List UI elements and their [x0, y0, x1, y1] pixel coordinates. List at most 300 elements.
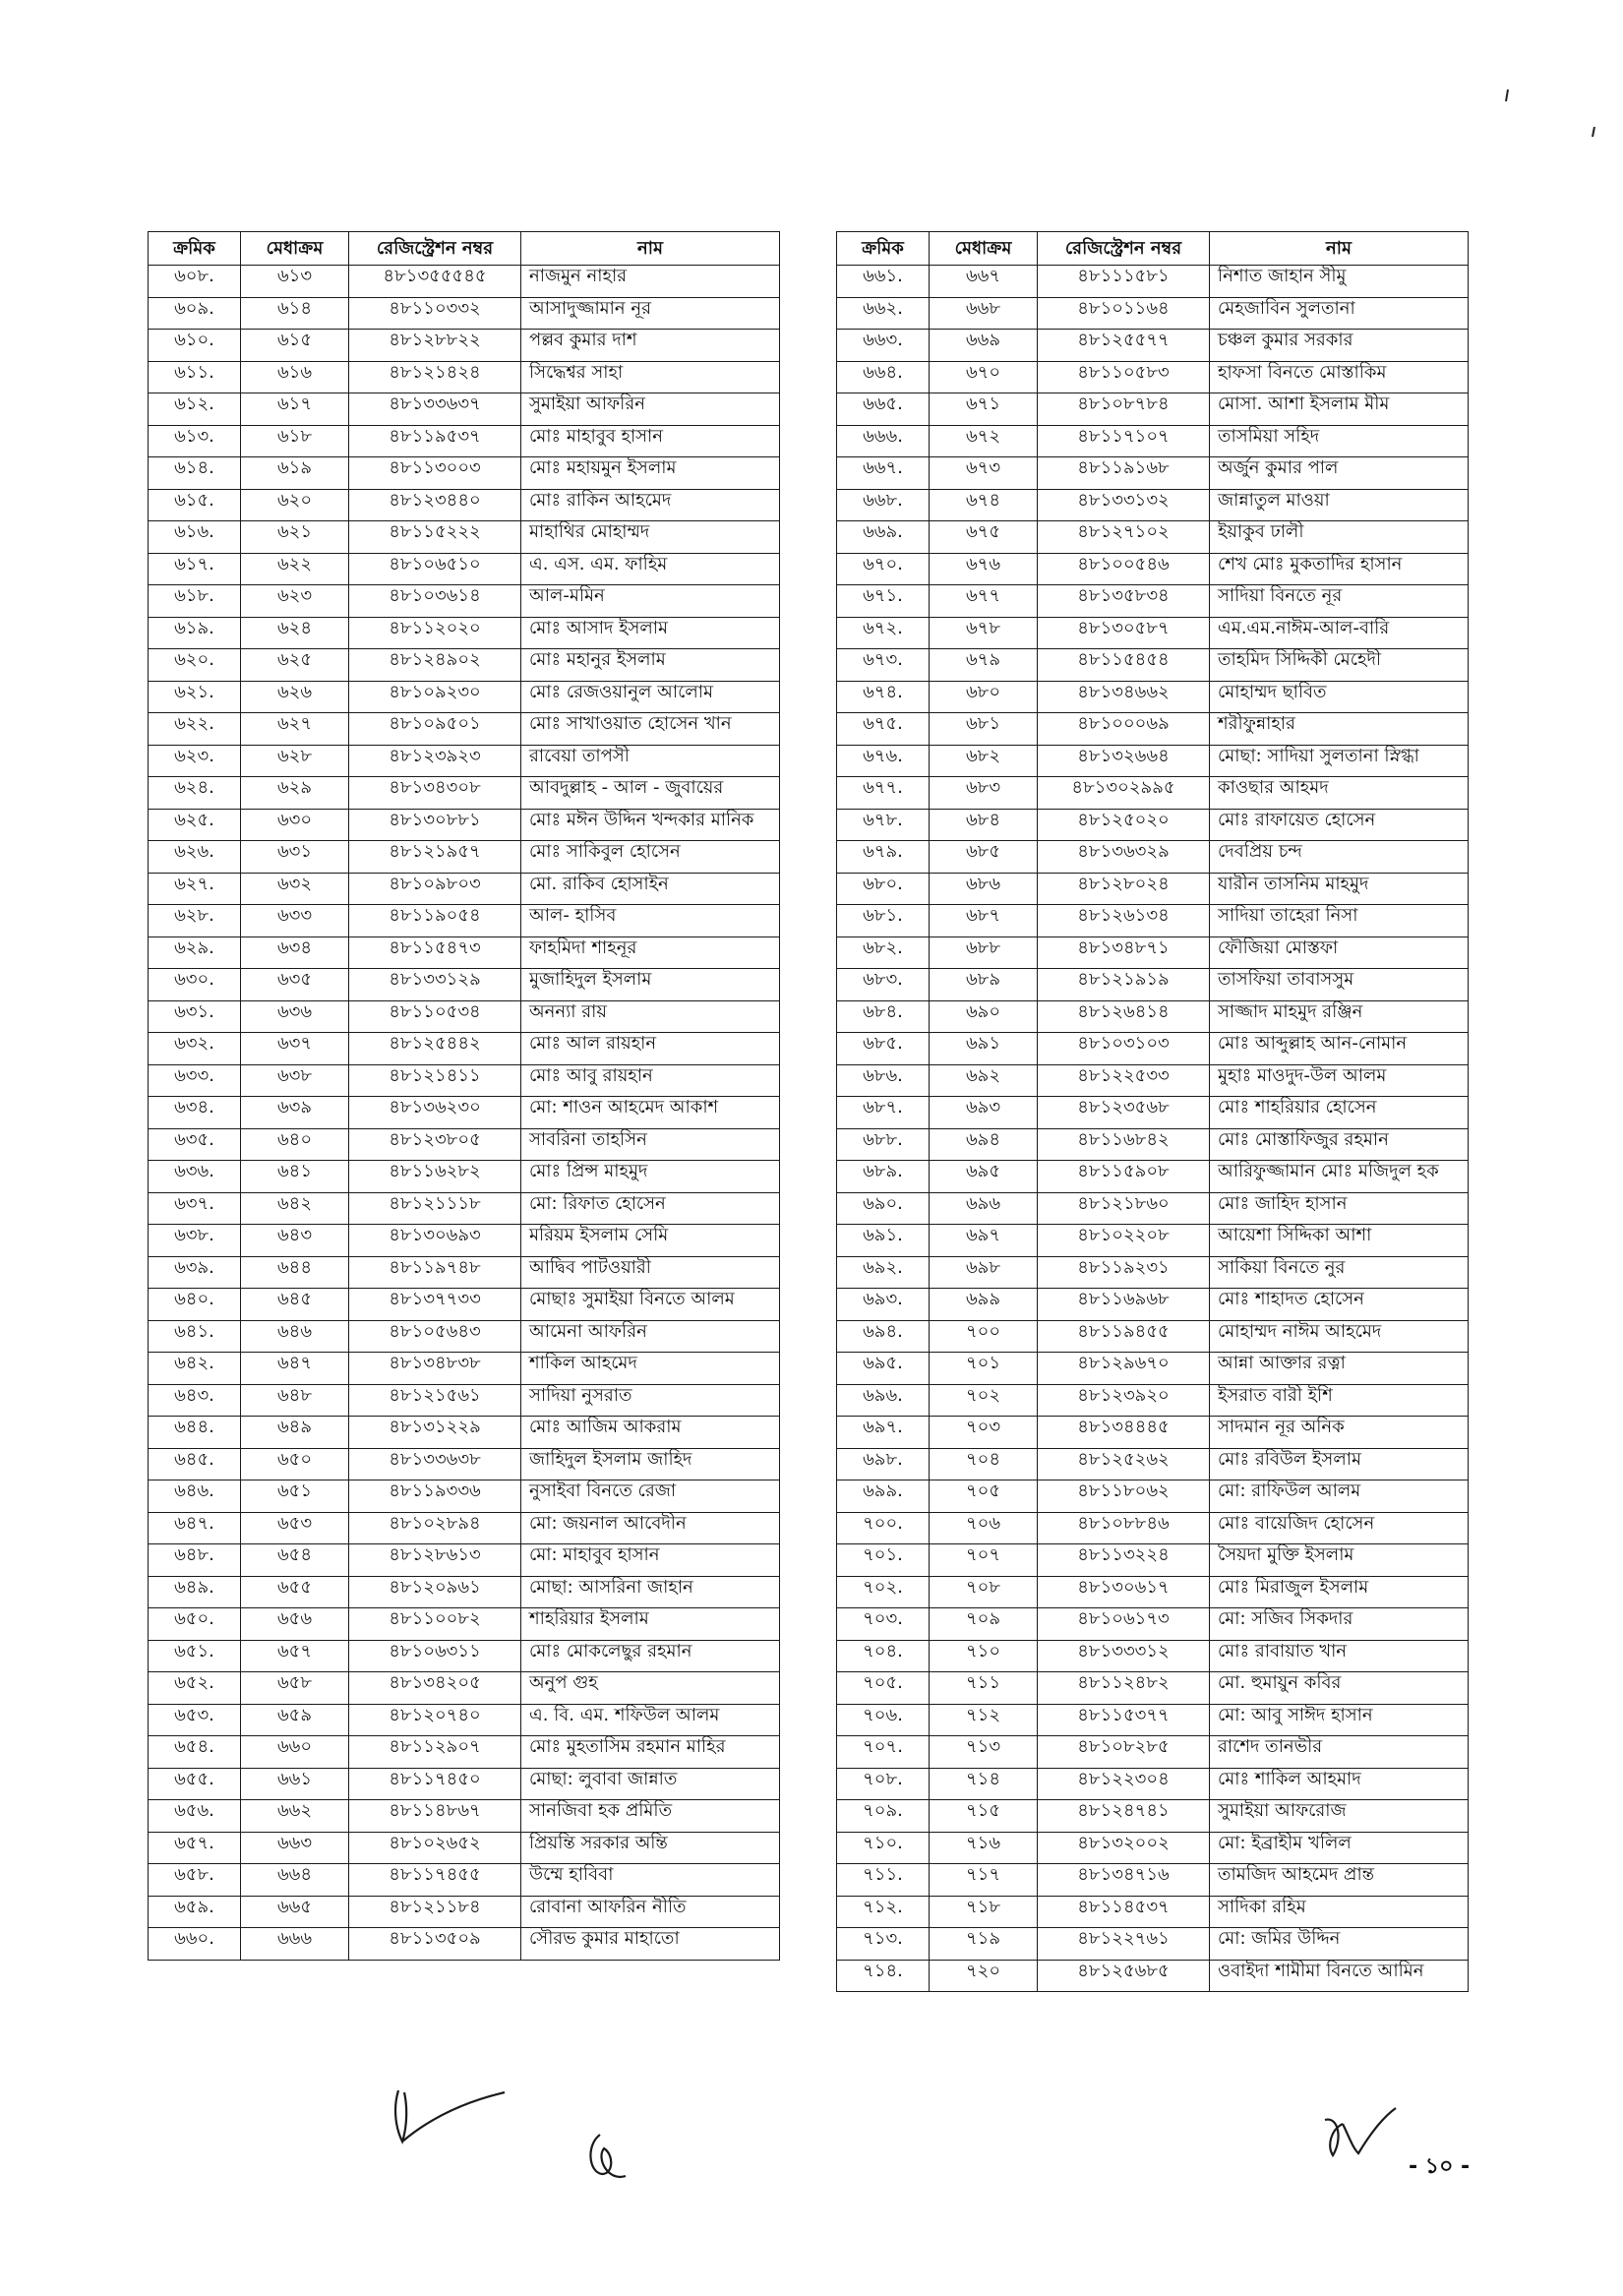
table-row: [837, 1896, 1469, 1928]
serial-cell: ৬৯২.: [837, 1256, 930, 1289]
registration-cell: ৪৮১১০৫৮৩: [1038, 361, 1210, 393]
merit-cell: ৬৬৯: [930, 330, 1038, 362]
serial-cell: ৬৭৭.: [837, 777, 930, 810]
table-row: [837, 1832, 1469, 1864]
name-cell: মোছা: লুবাবা জান্নাত: [521, 1768, 780, 1800]
table-row: [837, 393, 1469, 426]
registration-cell: ৪৮১৩৫৮৩৪: [1038, 585, 1210, 618]
registration-cell: ৪৮১৩৪৭১৬: [1038, 1864, 1210, 1897]
merit-cell: ৭১৩: [930, 1736, 1038, 1769]
merit-cell: ৬৩৪: [241, 937, 349, 969]
name-cell: রাশেদ তানভীর: [1210, 1736, 1469, 1769]
serial-cell: ৬৫০.: [149, 1608, 241, 1641]
merit-cell: ৭১৬: [930, 1832, 1038, 1864]
table-row: [837, 969, 1469, 1001]
table-row: [837, 489, 1469, 521]
table-row: [837, 1640, 1469, 1672]
merit-cell: ৬৭৫: [930, 521, 1038, 554]
registration-cell: ৪৮১১৯৫৩৭: [349, 425, 521, 457]
merit-cell: ৬৭৯: [930, 649, 1038, 682]
name-cell: মো. হুমায়ুন কবির: [1210, 1672, 1469, 1705]
registration-cell: ৪৮১১৩৫০৯: [349, 1928, 521, 1961]
merit-cell: ৬৩৬: [241, 1000, 349, 1033]
table-row: [149, 489, 780, 521]
serial-cell: ৬২৫.: [149, 809, 241, 841]
merit-cell: ৬৭৮: [930, 617, 1038, 649]
table-row: [837, 1097, 1469, 1129]
serial-cell: ৬২৪.: [149, 777, 241, 810]
registration-cell: ৪৮১২৩৫৬৮: [1038, 1097, 1210, 1129]
merit-cell: ৬৯১: [930, 1033, 1038, 1065]
registration-cell: ৪৮১২২৫৩৩: [1038, 1064, 1210, 1097]
name-cell: মেহজাবিন সুলতানা: [1210, 297, 1469, 330]
registration-cell: ৪৮১৩৬২৩০: [349, 1097, 521, 1129]
registration-cell: ৪৮১৩০৫৮৭: [1038, 617, 1210, 649]
table-body: [149, 266, 780, 1961]
serial-cell: ৬৬৯.: [837, 521, 930, 554]
serial-cell: ৬৩০.: [149, 969, 241, 1001]
name-cell: মরিয়ম ইসলাম সেমি: [521, 1225, 780, 1257]
serial-cell: ৬৭৯.: [837, 841, 930, 874]
merit-cell: ৬২৯: [241, 777, 349, 810]
serial-cell: ৬৪৭.: [149, 1512, 241, 1544]
table-row: [149, 1289, 780, 1321]
name-cell: অর্জুন কুমার পাল: [1210, 457, 1469, 490]
name-cell: ইসরাত বারী ইশি: [1210, 1384, 1469, 1417]
name-cell: নিশাত জাহান সীমু: [1210, 266, 1469, 298]
header-row: [149, 232, 780, 266]
name-cell: মো: আবু সাঈদ হাসান: [1210, 1704, 1469, 1736]
name-cell: অনন্যা রায়: [521, 1000, 780, 1033]
serial-cell: ৭০৯.: [837, 1800, 930, 1833]
name-cell: মাহাথির মোহাম্মদ: [521, 521, 780, 554]
serial-cell: ৬৭১.: [837, 585, 930, 618]
table-row: [149, 1544, 780, 1577]
name-cell: মোঃ শাহরিয়ার হোসেন: [1210, 1097, 1469, 1129]
merit-cell: ৬৭০: [930, 361, 1038, 393]
serial-cell: ৬২০.: [149, 649, 241, 682]
merit-cell: ৬৮২: [930, 745, 1038, 777]
table-row: [149, 841, 780, 874]
serial-cell: ৬১৯.: [149, 617, 241, 649]
registration-cell: ৪৮১২১৫৬১: [349, 1384, 521, 1417]
registration-cell: ৪৮১০২৮৯৪: [349, 1512, 521, 1544]
name-cell: অনুপ গুহ: [521, 1672, 780, 1705]
registration-cell: ৪৮১০২২০৮: [1038, 1225, 1210, 1257]
name-cell: মোঃ বায়েজিদ হোসেন: [1210, 1512, 1469, 1544]
registration-cell: ৪৮১০৫৬৪৩: [349, 1320, 521, 1353]
table-row: [837, 1320, 1469, 1353]
name-cell: আয়েশা সিদ্দিকা আশা: [1210, 1225, 1469, 1257]
registration-cell: ৪৮১১২৪৮২: [1038, 1672, 1210, 1705]
table-row: [837, 1480, 1469, 1513]
table-row: [149, 457, 780, 490]
merit-cell: ৬৯৩: [930, 1097, 1038, 1129]
table-row: [149, 1417, 780, 1449]
table-row: [149, 1928, 780, 1961]
table-row: [837, 1960, 1469, 1992]
registration-cell: ৪৮১২৬৪১৪: [1038, 1000, 1210, 1033]
name-cell: মোঃ আব্দুল্লাহ আন-নোমান: [1210, 1033, 1469, 1065]
registration-cell: ৪৮১১৯৩৩৬: [349, 1480, 521, 1513]
registration-cell: ৪৮১৩২০০২: [1038, 1832, 1210, 1864]
registration-cell: ৪৮১০৮২৮৫: [1038, 1736, 1210, 1769]
name-cell: মোসা. আশা ইসলাম মীম: [1210, 393, 1469, 426]
merit-cell: ৬১৬: [241, 361, 349, 393]
serial-cell: ৬২১.: [149, 681, 241, 713]
merit-cell: ৭১০: [930, 1640, 1038, 1672]
name-cell: মোঃ মোকলেছুর রহমান: [521, 1640, 780, 1672]
merit-cell: ৭১৯: [930, 1928, 1038, 1961]
table-row: [149, 713, 780, 746]
table-row: [149, 617, 780, 649]
serial-cell: ৬১৩.: [149, 425, 241, 457]
merit-table-left: [148, 231, 780, 1961]
registration-cell: ৪৮১২৫০২০: [1038, 809, 1210, 841]
merit-cell: ৭০১: [930, 1353, 1038, 1385]
registration-cell: ৪৮১০৮৮৪৬: [1038, 1512, 1210, 1544]
registration-cell: ৪৮১০০৫৪৬: [1038, 553, 1210, 585]
table-row: [149, 809, 780, 841]
name-cell: আন্না আক্তার রত্না: [1210, 1353, 1469, 1385]
name-cell: মো: শাওন আহমেদ আকাশ: [521, 1097, 780, 1129]
table-row: [149, 1512, 780, 1544]
serial-cell: ৬৬১.: [837, 266, 930, 298]
table-row: [149, 1576, 780, 1608]
name-cell: মোঃ শাহাদত হোসেন: [1210, 1289, 1469, 1321]
serial-cell: ৬৯৫.: [837, 1353, 930, 1385]
name-cell: মোঃ মঈন উদ্দিন খন্দকার মানিক: [521, 809, 780, 841]
name-cell: এ. বি. এম. শফিউল আলম: [521, 1704, 780, 1736]
table-row: [149, 937, 780, 969]
merit-cell: ৬৮০: [930, 681, 1038, 713]
serial-cell: ৬৮২.: [837, 937, 930, 969]
registration-cell: ৪৮১১৯২৩১: [1038, 1256, 1210, 1289]
serial-cell: ৬৩৩.: [149, 1064, 241, 1097]
serial-cell: ৭০৪.: [837, 1640, 930, 1672]
registration-cell: ৪৮১১৫৪৭৩: [349, 937, 521, 969]
table-row: [149, 1448, 780, 1480]
merit-cell: ৬৬৩: [241, 1832, 349, 1864]
table-row: [837, 1161, 1469, 1193]
name-cell: তাসমিয়া সহিদ: [1210, 425, 1469, 457]
name-cell: আবদুল্লাহ - আল - জুবায়ের: [521, 777, 780, 810]
name-cell: সাদিকা রহিম: [1210, 1896, 1469, 1928]
merit-cell: ৬৭৪: [930, 489, 1038, 521]
merit-cell: ৬৫০: [241, 1448, 349, 1480]
merit-cell: ৬২১: [241, 521, 349, 554]
merit-cell: ৬২৭: [241, 713, 349, 746]
name-cell: সিদ্ধেশ্বর সাহা: [521, 361, 780, 393]
name-cell: মো: রিফাত হোসেন: [521, 1192, 780, 1225]
name-cell: মোহাম্মদ নাঈম আহমেদ: [1210, 1320, 1469, 1353]
merit-cell: ৭০৮: [930, 1576, 1038, 1608]
registration-cell: ৪৮১০২৬৫২: [349, 1832, 521, 1864]
merit-cell: ৬৮৬: [930, 873, 1038, 905]
serial-cell: ৭১৪.: [837, 1960, 930, 1992]
registration-cell: ৪৮১১৬৮৪২: [1038, 1128, 1210, 1161]
name-cell: সাদমান নূর অনিক: [1210, 1417, 1469, 1449]
registration-cell: ৪৮১১৬৯৬৮: [1038, 1289, 1210, 1321]
name-cell: মো: সজিব সিকদার: [1210, 1608, 1469, 1641]
registration-cell: ৪৮১০৩৬১৪: [349, 585, 521, 618]
registration-cell: ৪৮১৩১২২৯: [349, 1417, 521, 1449]
serial-cell: ৬৮৬.: [837, 1064, 930, 1097]
merit-cell: ৬৯২: [930, 1064, 1038, 1097]
merit-cell: ৬৪১: [241, 1161, 349, 1193]
serial-cell: ৬৮৮.: [837, 1128, 930, 1161]
table-row: [149, 1033, 780, 1065]
serial-cell: ৬৪৬.: [149, 1480, 241, 1513]
table-row: [837, 745, 1469, 777]
table-row: [149, 585, 780, 618]
registration-cell: ৪৮১২৫২৬২: [1038, 1448, 1210, 1480]
name-cell: আল- হাসিব: [521, 905, 780, 937]
registration-cell: ৪৮১৩৩৩১২: [1038, 1640, 1210, 1672]
name-cell: মোঃ মহানুর ইসলাম: [521, 649, 780, 682]
serial-cell: ৬১২.: [149, 393, 241, 426]
merit-cell: ৬৫১: [241, 1480, 349, 1513]
merit-cell: ৭০২: [930, 1384, 1038, 1417]
table-row: [149, 1353, 780, 1385]
registration-cell: ৪৮১২১৯১৯: [1038, 969, 1210, 1001]
table-row: [837, 1448, 1469, 1480]
serial-cell: ৬৩৬.: [149, 1161, 241, 1193]
registration-cell: ৪৮১১৩০০৩: [349, 457, 521, 490]
merit-cell: ৬৭২: [930, 425, 1038, 457]
merit-cell: ৬৮৫: [930, 841, 1038, 874]
merit-cell: ৬৬০: [241, 1736, 349, 1769]
registration-cell: ৪৮১০৯৮০৩: [349, 873, 521, 905]
serial-cell: ৬৫৪.: [149, 1736, 241, 1769]
registration-cell: ৪৮১৩৪৮৭১: [1038, 937, 1210, 969]
table-row: [837, 1417, 1469, 1449]
registration-cell: ৪৮১২৩৮০৫: [349, 1128, 521, 1161]
table-row: [837, 1512, 1469, 1544]
registration-cell: ৪৮১১২৯০৭: [349, 1736, 521, 1769]
registration-cell: ৪৮১৩০৬১৭: [1038, 1576, 1210, 1608]
serial-cell: ৬৮৫.: [837, 1033, 930, 1065]
name-cell: হাফসা বিনতে মোস্তাকিম: [1210, 361, 1469, 393]
registration-cell: ৪৮১০০০৬৯: [1038, 713, 1210, 746]
serial-cell: ৬৭০.: [837, 553, 930, 585]
serial-cell: ৬২৯.: [149, 937, 241, 969]
serial-cell: ৬৩২.: [149, 1033, 241, 1065]
registration-cell: ৪৮১২১১১৮: [349, 1192, 521, 1225]
merit-cell: ৬১৭: [241, 393, 349, 426]
serial-cell: ৬৪১.: [149, 1320, 241, 1353]
name-cell: মোঃ সাকিবুল হোসেন: [521, 841, 780, 874]
serial-cell: ৬৬৬.: [837, 425, 930, 457]
serial-cell: ৬১৪.: [149, 457, 241, 490]
table-row: [149, 1480, 780, 1513]
registration-cell: ৪৮১২৫৪৪২: [349, 1033, 521, 1065]
merit-cell: ৭০০: [930, 1320, 1038, 1353]
registration-cell: ৪৮১১৪৮৬৭: [349, 1800, 521, 1833]
merit-cell: ৬১৪: [241, 297, 349, 330]
serial-cell: ৭১১.: [837, 1864, 930, 1897]
serial-cell: ৬১৬.: [149, 521, 241, 554]
name-cell: শাকিল আহমেদ: [521, 1353, 780, 1385]
merit-cell: ৬২৬: [241, 681, 349, 713]
serial-cell: ৬৮৭.: [837, 1097, 930, 1129]
name-cell: এ. এস. এম. ফাহিম: [521, 553, 780, 585]
merit-cell: ৬৩৯: [241, 1097, 349, 1129]
table-row: [837, 1928, 1469, 1961]
merit-cell: ৬১৮: [241, 425, 349, 457]
table-row: [149, 553, 780, 585]
registration-cell: ৪৮১৩৩৬৩৭: [349, 393, 521, 426]
merit-cell: ৬৪৪: [241, 1256, 349, 1289]
table-row: [149, 1768, 780, 1800]
serial-cell: ৬৭৬.: [837, 745, 930, 777]
table-row: [149, 681, 780, 713]
merit-cell: ৬৮৩: [930, 777, 1038, 810]
header-serial: ক্রমিক: [837, 232, 930, 266]
registration-cell: ৪৮১৩৩১২৯: [349, 969, 521, 1001]
name-cell: আসাদুজ্জামান নূর: [521, 297, 780, 330]
name-cell: মো: রাফিউল আলম: [1210, 1480, 1469, 1513]
name-cell: মোঃ জাহিদ হাসান: [1210, 1192, 1469, 1225]
serial-cell: ৬৬৫.: [837, 393, 930, 426]
serial-cell: ৭০৬.: [837, 1704, 930, 1736]
table-row: [149, 521, 780, 554]
registration-cell: ৪৮১১৯৪৫৫: [1038, 1320, 1210, 1353]
registration-cell: ৪৮১৩৫৫৫৪৫: [349, 266, 521, 298]
registration-cell: ৪৮১৩৭৭৩৩: [349, 1289, 521, 1321]
name-cell: আমেনা আফরিন: [521, 1320, 780, 1353]
name-cell: মোঃ আবু রায়হান: [521, 1064, 780, 1097]
table-row: [149, 1000, 780, 1033]
merit-cell: ৬৪২: [241, 1192, 349, 1225]
table-row: [837, 457, 1469, 490]
name-cell: মোঃ মহায়মুন ইসলাম: [521, 457, 780, 490]
merit-cell: ৬৭৩: [930, 457, 1038, 490]
registration-cell: ৪৮১১৭৪৫০: [349, 1768, 521, 1800]
table-row: [149, 1320, 780, 1353]
table-row: [149, 1608, 780, 1641]
table-row: [149, 1736, 780, 1769]
serial-cell: ৬৪০.: [149, 1289, 241, 1321]
name-cell: জাহিদুল ইসলাম জাহিদ: [521, 1448, 780, 1480]
merit-cell: ৬৩১: [241, 841, 349, 874]
merit-cell: ৭১৭: [930, 1864, 1038, 1897]
registration-cell: ৪৮১০৬৩১১: [349, 1640, 521, 1672]
name-cell: মোঃ আল রায়হান: [521, 1033, 780, 1065]
signature-2: [1313, 2100, 1402, 2179]
serial-cell: ৬১৭.: [149, 553, 241, 585]
table-row: [837, 809, 1469, 841]
table-row: [837, 1353, 1469, 1385]
table-row: [837, 330, 1469, 362]
merit-cell: ৬৫৭: [241, 1640, 349, 1672]
name-cell: মো: জমির উদ্দিন: [1210, 1928, 1469, 1961]
serial-cell: ৬৬০.: [149, 1928, 241, 1961]
merit-cell: ৬৫৬: [241, 1608, 349, 1641]
name-cell: সুমাইয়া আফরোজ: [1210, 1800, 1469, 1833]
table-row: [837, 937, 1469, 969]
name-cell: পল্লব কুমার দাশ: [521, 330, 780, 362]
registration-cell: ৪৮১২১৮৬০: [1038, 1192, 1210, 1225]
table-row: [837, 1864, 1469, 1897]
table-row: [837, 873, 1469, 905]
name-cell: সৈয়দা মুক্তি ইসলাম: [1210, 1544, 1469, 1577]
merit-cell: ৬৬৬: [241, 1928, 349, 1961]
table-row: [837, 841, 1469, 874]
name-cell: রাবেয়া তাপসী: [521, 745, 780, 777]
serial-cell: ৬১১.: [149, 361, 241, 393]
registration-cell: ৪৮১১১৫৮১: [1038, 266, 1210, 298]
table-row: [149, 905, 780, 937]
merit-cell: ৬৫৫: [241, 1576, 349, 1608]
registration-cell: ৪৮১২৩৪৪০: [349, 489, 521, 521]
merit-cell: ৬৪৯: [241, 1417, 349, 1449]
name-cell: ফৌজিয়া মোস্তফা: [1210, 937, 1469, 969]
name-cell: মোঃ আসাদ ইসলাম: [521, 617, 780, 649]
name-cell: ফাহমিদা শাহনূর: [521, 937, 780, 969]
corner-marks: [1500, 84, 1608, 143]
table-row: [837, 681, 1469, 713]
merit-cell: ৬৯৬: [930, 1192, 1038, 1225]
table-row: [149, 777, 780, 810]
merit-cell: ৬৫৯: [241, 1704, 349, 1736]
merit-cell: ৬৪৭: [241, 1353, 349, 1385]
serial-cell: ৬২৩.: [149, 745, 241, 777]
table-row: [837, 266, 1469, 298]
registration-cell: ৪৮১১২০২০: [349, 617, 521, 649]
table-row: [149, 425, 780, 457]
registration-cell: ৪৮১২১৪১১: [349, 1064, 521, 1097]
merit-cell: ৬৪৬: [241, 1320, 349, 1353]
merit-cell: ৬৮৭: [930, 905, 1038, 937]
merit-cell: ৬২২: [241, 553, 349, 585]
table-row: [837, 1672, 1469, 1705]
name-cell: মোহাম্মদ ছাবিত: [1210, 681, 1469, 713]
merit-cell: ৬৫৩: [241, 1512, 349, 1544]
merit-cell: ৬৬১: [241, 1768, 349, 1800]
table-row: [837, 1704, 1469, 1736]
initial-signature: [578, 2125, 637, 2194]
name-cell: মোঃ প্রিন্স মাহমুদ: [521, 1161, 780, 1193]
table-row: [837, 1128, 1469, 1161]
merit-cell: ৬৬৫: [241, 1896, 349, 1928]
registration-cell: ৪৮১২৯৬৭০: [1038, 1353, 1210, 1385]
registration-cell: ৪৮১২৮০২৪: [1038, 873, 1210, 905]
name-cell: মোঃ মোস্তাফিজুর রহমান: [1210, 1128, 1469, 1161]
table-row: [149, 1864, 780, 1897]
merit-cell: ৬৩৭: [241, 1033, 349, 1065]
serial-cell: ৬৪৮.: [149, 1544, 241, 1577]
table-row: [149, 297, 780, 330]
registration-cell: ৪৮১১৯৭৪৮: [349, 1256, 521, 1289]
registration-cell: ৪৮১১০৩৩২: [349, 297, 521, 330]
table-row: [149, 1161, 780, 1193]
header-merit: মেধাক্রম: [930, 232, 1038, 266]
serial-cell: ৬৩৫.: [149, 1128, 241, 1161]
registration-cell: ৪৮১২৫৫৭৭: [1038, 330, 1210, 362]
serial-cell: ৬৯৯.: [837, 1480, 930, 1513]
registration-cell: ৪৮১২১৪২৪: [349, 361, 521, 393]
table-row: [149, 1064, 780, 1097]
merit-cell: ৬১৩: [241, 266, 349, 298]
merit-cell: ৬৬৪: [241, 1864, 349, 1897]
name-cell: সাজ্জাদ মাহমুদ রঞ্জিন: [1210, 1000, 1469, 1033]
merit-cell: ৬৯৯: [930, 1289, 1038, 1321]
name-cell: চঞ্চল কুমার সরকার: [1210, 330, 1469, 362]
table-row: [149, 1800, 780, 1833]
registration-cell: ৪৮১২৭১০২: [1038, 521, 1210, 554]
name-cell: নাজমুন নাহার: [521, 266, 780, 298]
